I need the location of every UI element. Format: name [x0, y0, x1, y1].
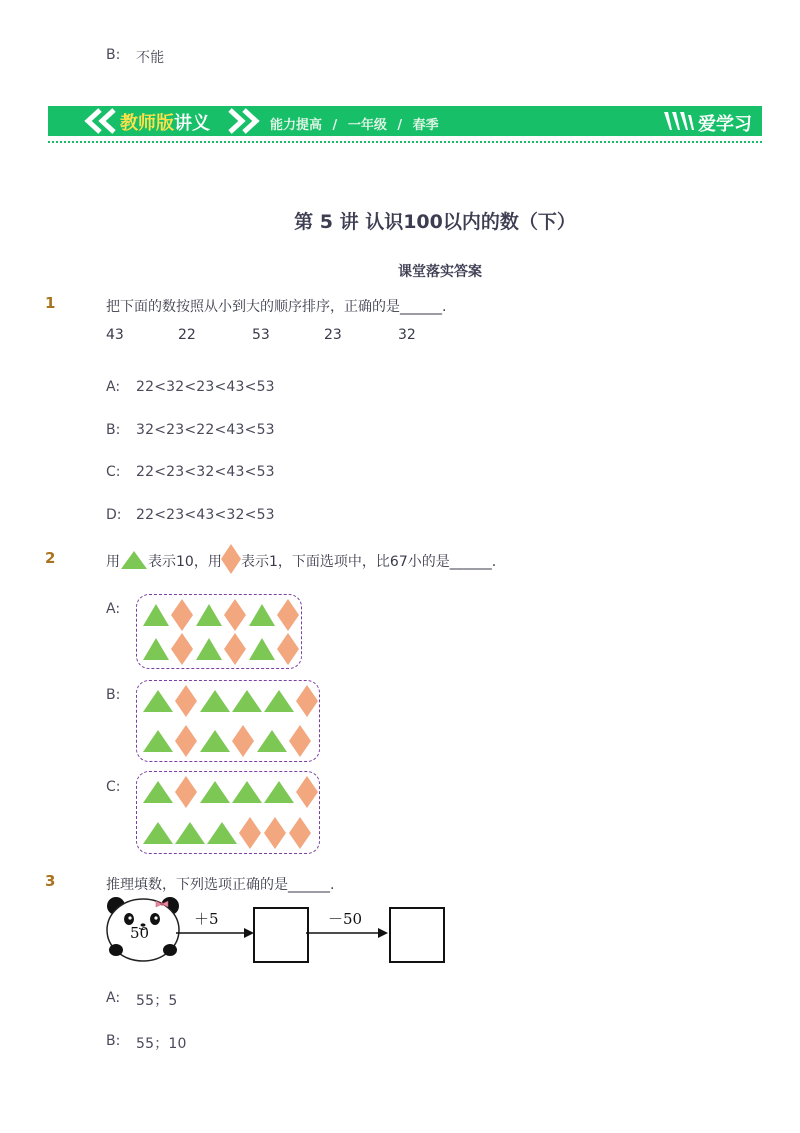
triangle-mark	[143, 822, 173, 844]
diamond-mark	[277, 599, 299, 631]
option-letter: C:	[106, 464, 121, 480]
number-item: 22	[178, 327, 196, 343]
question-number: 2	[45, 549, 56, 567]
breadcrumb-separator: /	[332, 118, 338, 133]
option-text: 不能	[136, 50, 165, 66]
banner-title	[120, 109, 210, 135]
option-letter: A:	[106, 379, 121, 395]
breadcrumb	[270, 114, 439, 133]
diamond-icon	[220, 543, 242, 575]
triangle-mark	[264, 690, 294, 712]
triangle-mark	[249, 638, 275, 660]
number-item: 32	[398, 327, 416, 343]
triangle-mark	[249, 604, 275, 626]
option-b-shape-box	[136, 680, 320, 762]
header-banner	[48, 106, 762, 136]
diamond-mark	[175, 685, 197, 717]
diamond-mark	[224, 599, 246, 631]
answer-box	[253, 907, 309, 963]
diamond-mark	[232, 725, 254, 757]
diamond-mark	[175, 725, 197, 757]
diamond-mark	[296, 776, 318, 808]
triangle-mark	[207, 822, 237, 844]
question-number: 3	[45, 872, 56, 890]
diamond-mark	[296, 685, 318, 717]
triangle-mark	[232, 781, 262, 803]
option-text: 22<32<23<43<53	[136, 379, 275, 395]
option-letter: B:	[106, 687, 121, 703]
triangle-mark	[200, 690, 230, 712]
lesson-title: 第 5 讲 认识100以内的数（下）	[294, 211, 576, 233]
breadcrumb-item: 一年级	[347, 118, 387, 133]
triangle-mark	[196, 638, 222, 660]
triangle-mark	[264, 781, 294, 803]
number-item: 23	[324, 327, 342, 343]
question-stem-part: 表示10，用	[148, 554, 222, 570]
diamond-mark	[289, 817, 311, 849]
option-letter: A:	[106, 990, 121, 1006]
option-a-shapes	[137, 595, 301, 668]
option-text: 22<23<32<43<53	[136, 464, 275, 480]
section-title: 课堂落实答案	[398, 264, 482, 280]
question-number: 1	[45, 294, 56, 312]
option-a-shape-box	[136, 594, 302, 669]
question-stem-part: 用	[106, 554, 120, 570]
brand-name: 爱学习	[698, 114, 752, 135]
option-c-shapes	[137, 772, 319, 853]
diamond-mark	[171, 599, 193, 631]
operation-label: ＋5	[194, 910, 219, 928]
double-chevron-right-icon	[224, 108, 264, 134]
diamond-mark	[171, 633, 193, 665]
breadcrumb-item: 春季	[412, 118, 439, 133]
option-text: 55；10	[136, 1036, 187, 1052]
banner-title-b: 讲义	[174, 113, 210, 134]
triangle-mark	[143, 604, 169, 626]
triangle-mark	[143, 638, 169, 660]
triangle-mark	[196, 604, 222, 626]
triangle-mark	[143, 690, 173, 712]
triangle-mark	[175, 822, 205, 844]
option-letter: B:	[106, 422, 121, 438]
triangle-mark	[200, 730, 230, 752]
number-item: 43	[106, 327, 124, 343]
triangle-mark	[232, 690, 262, 712]
breadcrumb-item: 能力提高	[270, 118, 323, 133]
banner-title-a: 教师版	[120, 113, 174, 134]
answer-box	[389, 907, 445, 963]
option-letter: D:	[106, 507, 122, 523]
breadcrumb-separator: /	[397, 118, 403, 133]
diamond-mark	[224, 633, 246, 665]
option-letter: B:	[106, 47, 121, 63]
question-stem: 把下面的数按照从小到大的顺序排序，正确的是______.	[106, 299, 447, 315]
option-text: 55；5	[136, 993, 178, 1009]
triangle-mark	[257, 730, 287, 752]
option-b-shapes	[137, 681, 319, 761]
diamond-mark	[289, 725, 311, 757]
option-c-shape-box	[136, 771, 320, 854]
question-stem: 推理填数，下列选项正确的是______.	[106, 877, 335, 893]
banner-divider	[48, 141, 762, 143]
triangle-mark	[143, 730, 173, 752]
triangle-mark	[200, 781, 230, 803]
start-value: 50	[130, 924, 150, 942]
diamond-mark	[175, 776, 197, 808]
brand-logo-icon	[662, 109, 696, 133]
diamond-mark	[239, 817, 261, 849]
option-letter: B:	[106, 1033, 121, 1049]
option-letter: A:	[106, 601, 121, 617]
triangle-icon	[120, 549, 148, 571]
diamond-mark	[264, 817, 286, 849]
option-letter: C:	[106, 779, 121, 795]
number-item: 53	[252, 327, 270, 343]
triangle-mark	[143, 781, 173, 803]
option-text: 22<23<43<32<53	[136, 507, 275, 523]
operation-label: －50	[328, 910, 363, 928]
option-text: 32<23<22<43<53	[136, 422, 275, 438]
diamond-mark	[277, 633, 299, 665]
question-stem-part: 表示1，下面选项中，比67小的是______.	[241, 554, 497, 570]
